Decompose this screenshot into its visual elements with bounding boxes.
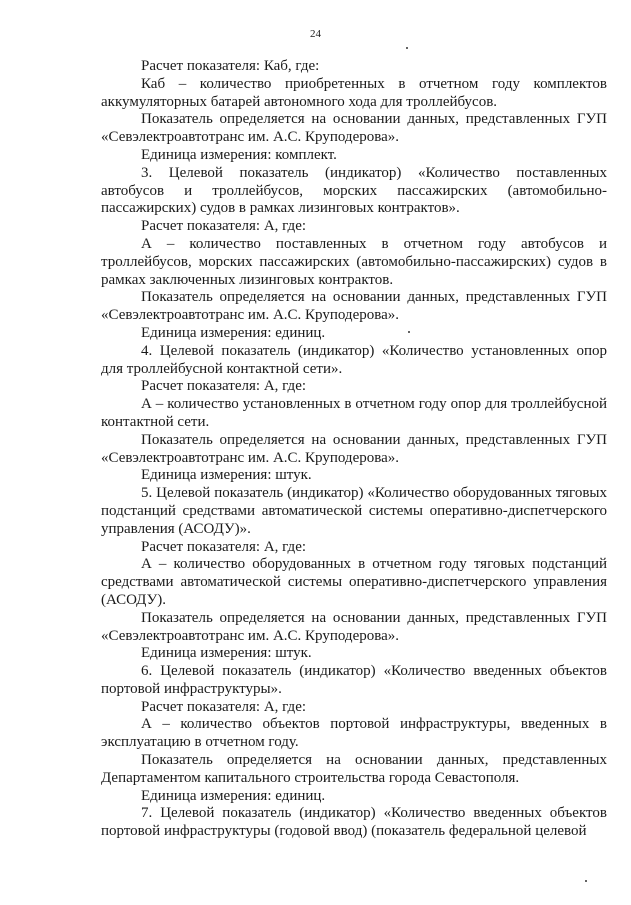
paragraph: Единица измерения: штук. bbox=[141, 467, 312, 484]
paragraph: Единица измерения: комплект. bbox=[141, 146, 337, 163]
paragraph: Расчет показателя: А, где: bbox=[141, 698, 307, 715]
paragraph: Расчет показателя: А, где: bbox=[141, 538, 307, 555]
scan-speck bbox=[585, 880, 587, 882]
document-body bbox=[101, 58, 607, 841]
paragraph: 3. Целевой показатель (индикатор) «Количество поставленных автобусов и троллейбусов, морских пассажирских (автомобильно-пассажирских) судов в рамках лизинговых контрактов». bbox=[101, 164, 607, 217]
paragraph: Расчет показателя: А, где: bbox=[141, 378, 307, 395]
paragraph: А – количество объектов портовой инфраструктуры, введенных в эксплуатацию в отчетном году. bbox=[101, 716, 607, 751]
paragraph: А – количество оборудованных в отчетном году тяговых подстанций средствами автоматической системы оперативно-диспетчерского управления (АСОДУ). bbox=[101, 556, 607, 608]
paragraph: 5. Целевой показатель (индикатор) «Количество оборудованных тяговых подстанций средствами автоматической системы оперативно-диспетчерского управления (АСОДУ)». bbox=[101, 485, 607, 537]
paragraph: Расчет показателя: Каб, где: bbox=[141, 58, 320, 74]
paragraph: Показатель определяется на основании данных, представленных ГУП «Севэлектроавтотранс им. А.С. Круподерова». bbox=[101, 289, 607, 324]
scan-speck bbox=[406, 47, 408, 49]
paragraph: Каб – количество приобретенных в отчетном году комплектов аккумуляторных батарей автономного хода для троллейбусов. bbox=[101, 75, 607, 110]
paragraph: 6. Целевой показатель (индикатор) «Количество введенных объектов портовой инфраструктуры». bbox=[101, 663, 607, 697]
paragraph: А – количество поставленных в отчетном году автобусов и троллейбусов, морских пассажирских (автомобильно-пассажирских) судов в рамках заключенных лизинговых контрактов. bbox=[101, 235, 607, 288]
paragraph: А – количество установленных в отчетном году опор для троллейбусной контактной сети. bbox=[101, 396, 607, 430]
page-number: 24 bbox=[310, 28, 321, 40]
paragraph: Единица измерения: единиц. bbox=[141, 787, 326, 804]
paragraph: Показатель определяется на основании данных, представленных ГУП «Севэлектроавтотранс им. А.С. Круподерова». bbox=[101, 431, 607, 466]
paragraph: Показатель определяется на основании данных, представленных Департаментом капитального строительства города Севастополя. bbox=[101, 752, 607, 786]
paragraph: Показатель определяется на основании данных, представленных ГУП «Севэлектроавтотранс им. А.С. Круподерова». bbox=[101, 111, 607, 146]
paragraph: Единица измерения: единиц. bbox=[141, 324, 326, 341]
paragraph: 7. Целевой показатель (индикатор) «Количество введенных объектов портовой инфраструктуры (годовой ввод) (показатель федеральной целевой bbox=[101, 805, 607, 840]
paragraph: Единица измерения: штук. bbox=[141, 645, 312, 662]
paragraph: Расчет показателя: А, где: bbox=[141, 218, 307, 235]
paragraph: 4. Целевой показатель (индикатор) «Количество установленных опор для троллейбусной контактной сети». bbox=[101, 342, 607, 377]
paragraph: Показатель определяется на основании данных, представленных ГУП «Севэлектроавтотранс им. А.С. Круподерова». bbox=[101, 609, 607, 644]
